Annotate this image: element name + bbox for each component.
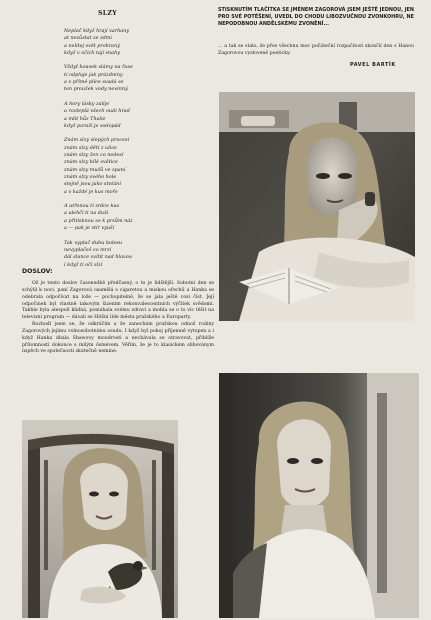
poem-title: SLZY [98,10,117,17]
right-headline: STISKNUTÍM TLAČÍTKA SE JMÉNEM ZAGOROVÁ JSEM JEŠTĚ JEDNOU, JEN PRO SVÉ POTĚŠENÍ, UVEDL DO CHODU LIBOZVUČNOU ZVONKOHRU, NE NEPODOBNOU ANDĚLSKÉMU ZVONĚNÍ... [218,7,414,28]
doslov-body [22,281,214,356]
author-byline: PAVEL BARTÍK [350,62,396,68]
doslov-paragraph: Rozhodl jsem se, že odkráčím a že zanechám pražskou odnož rodiny Zagorových jejímu volnosobotnímu osudu. I když byl pokoj příjemně vytopen a i když Hanka dbala Shawovy moudrosti a nechávala se otravovat, přiblíže přítomností dokonce s milým ősmévem. Věřím, že je to klasickém sliboványm úspěch ve společnosti skutečně nemine. [22,322,214,355]
right-note: ... a tak se stalo, že přes všechnu moc počáteční rozpačitost skončil den s Hanou Zagorovou vysloveně poeticky. [218,44,414,56]
photo-bird [22,420,178,618]
photo-reading-image [219,92,415,321]
photo-reading [219,92,415,321]
poem-text: Neplač když hrají varhany at nezůstat se zdmi a nelitej svět prohraný když v očích tají snahy Vždyť kousek slámy na řase tí odpluje jak prázdniny a v přímé plíce svadá se ten proužek vody nevinný A hory lásky zalije a rozteplá všech oudi hrad a mlit hůz Thalie když poraží je sodopád Znám slzy slepých procesí znám slzy dětí z ulice znám slzy žen co nedesí znám slzy bílé světice znám slzy mužů ve spaní znám slzy svého hole stejně jsou jako stvtání a v každé je kus moře A utřenou tí srdce kus a ulehčí ti na duši a přitisknou se k prsům náz a — pak je stír vyuší Tak vyplač duhu bolesu nevyplačeš co mrzí dál slunce svítit nad hlavou i když ti očí slzí [64,28,133,268]
photo-bird-image [22,420,178,618]
photo-portrait [219,373,419,618]
photo-portrait-image [219,373,419,618]
doslov-heading: DOSLOV: [22,268,53,275]
doslov-paragraph: Ož je tento doslov časonedbě předčasný, o to je lidštější. Sobotní den se schýlil k noci, paní Zagorová osamělá s cigaretou a miskou ořechů a Hanka se odebrala odpočívat na lože — pochopitelně, že se jala ještě cosi číst. Její odpočinek byl vlastně takovým šizením rekonvalescentních výčitek svědomí. Takhle byla alespoň klidná, pomáhala svému zdraví a mohla se o to víc těšit na televizní program — dávali se Hitšní ilde města pražského a Europarty. [22,281,214,321]
